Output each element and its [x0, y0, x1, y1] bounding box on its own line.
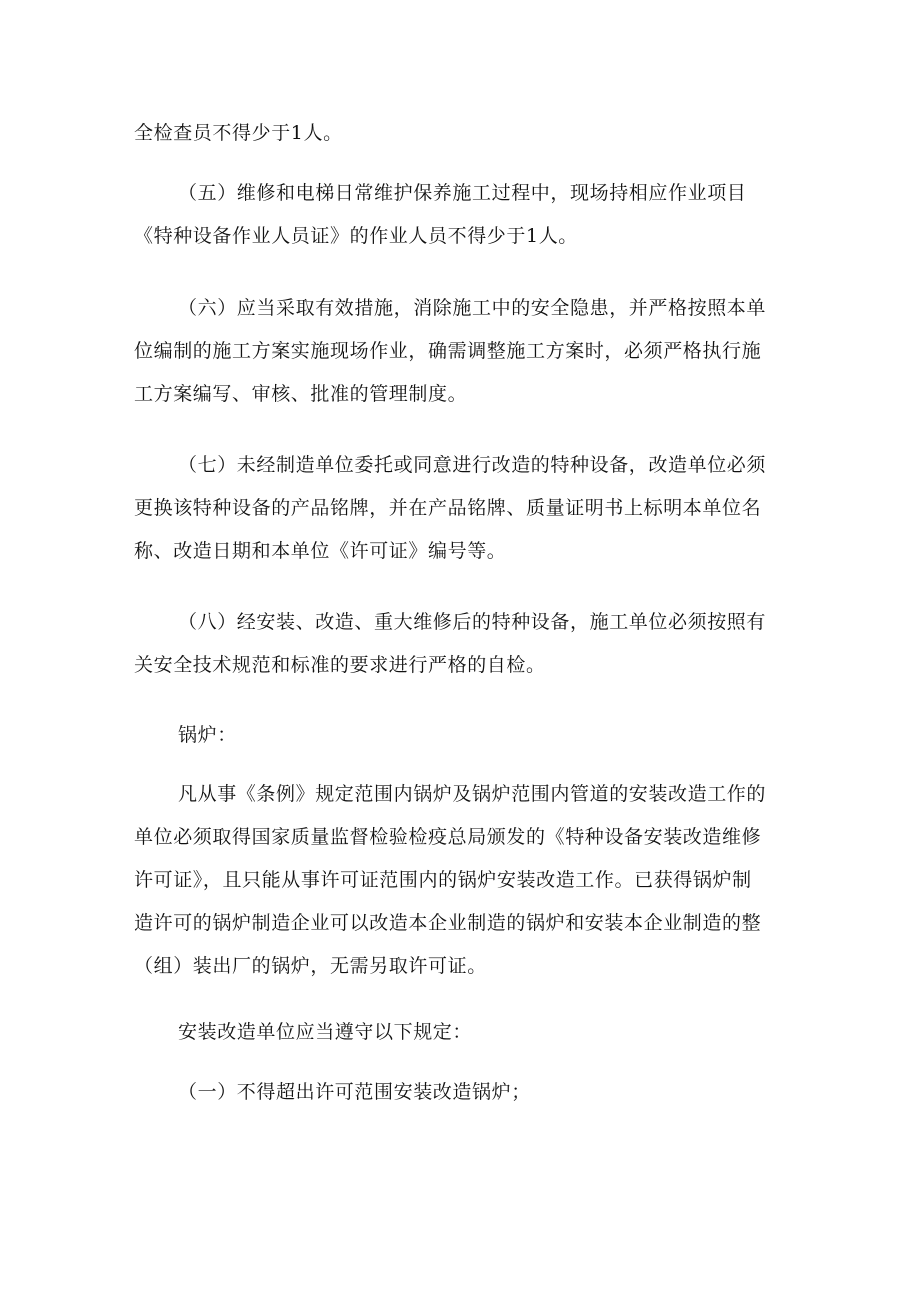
paragraph-item-8: [134, 601, 784, 687]
paragraph-rule-1: [134, 1071, 784, 1114]
text-line: （八）经安装、改造、重大维修后的特种设备，施工单位必须按照有: [178, 611, 767, 633]
paragraph-item-7: [134, 444, 784, 573]
paragraph-item-5: [134, 172, 784, 258]
text-line: 称、改造日期和本单位《许可证》编号等。: [134, 540, 507, 562]
section-heading-boiler: [134, 714, 784, 757]
paragraph-rules-intro: [134, 1011, 784, 1054]
text-line: 造许可的锅炉制造企业可以改造本企业制造的锅炉和安装本企业制造的整: [134, 912, 762, 934]
text-line: 更换该特种设备的产品铭牌，并在产品铭牌、质量证明书上标明本单位名: [134, 497, 762, 519]
text-line: 关安全技术规范和标准的要求进行严格的自检。: [134, 654, 546, 676]
text-line: 位编制的施工方案实施现场作业，确需调整施工方案时，必须严格执行施: [134, 340, 762, 362]
paragraph-boiler-license: [134, 773, 784, 988]
paragraph-continuation: [134, 112, 784, 155]
text-line: 《特种设备作业人员证》的作业人员不得少于1人。: [134, 225, 578, 247]
paragraph-item-6: [134, 287, 784, 416]
text-line: 安装改造单位应当遵守以下规定：: [178, 1021, 473, 1043]
text-line: 工方案编写、审核、批准的管理制度。: [134, 383, 468, 405]
text-line: 全检查员不得少于1人。: [134, 122, 343, 144]
text-line: （六）应当采取有效措施，消除施工中的安全隐患，并严格按照本单: [178, 297, 767, 319]
text-line: （一）不得超出许可范围安装改造锅炉；: [178, 1081, 531, 1103]
text-line: （七）未经制造单位委托或同意进行改造的特种设备，改造单位必须: [178, 454, 767, 476]
text-line: 单位必须取得国家质量监督检验检疫总局颁发的《特种设备安装改造维修: [134, 826, 762, 848]
text-line: 许可证》，且只能从事许可证范围内的锅炉安装改造工作。已获得锅炉制: [134, 869, 752, 891]
text-line: （组）装出厂的锅炉，无需另取许可证。: [134, 955, 487, 977]
text-line: 凡从事《条例》规定范围内锅炉及锅炉范围内管道的安装改造工作的: [178, 783, 767, 805]
text-line: （五）维修和电梯日常维护保养施工过程中，现场持相应作业项目: [178, 182, 747, 204]
text-line: 锅炉：: [178, 724, 237, 746]
